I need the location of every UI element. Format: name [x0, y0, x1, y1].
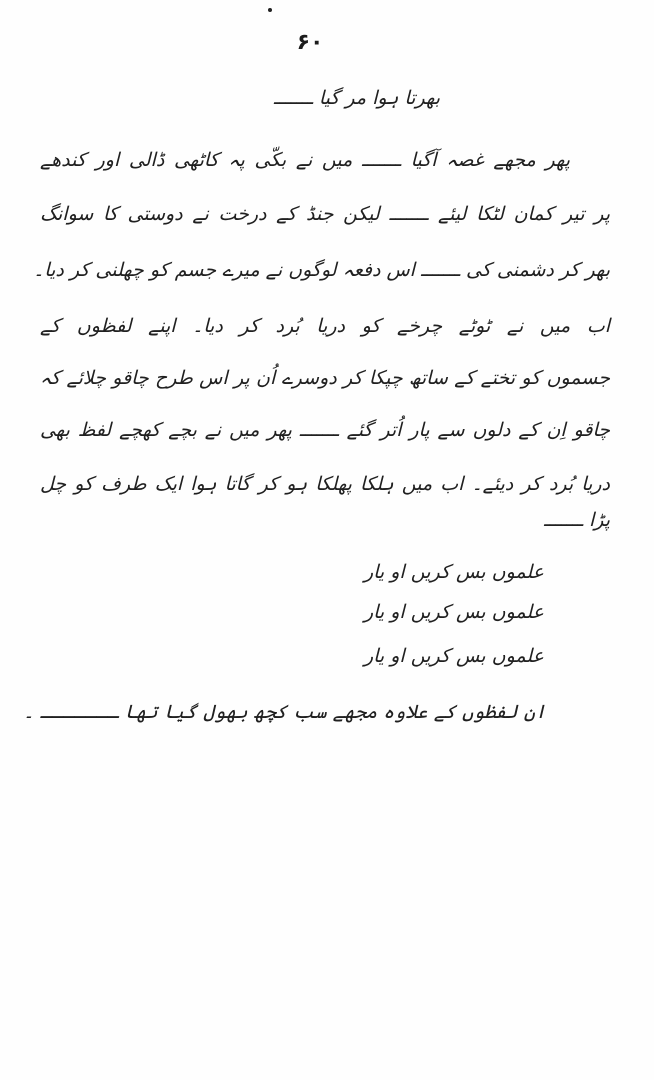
- page-number: ۶۰: [296, 30, 324, 55]
- poem-line: علموں بس کریں او یار: [363, 601, 544, 623]
- prose-line: چاقو اِن کے دلوں سے پار اُتر گئے ـــــــ پھر میں نے بچے کھچے لفظ بھی: [40, 419, 610, 441]
- poem-line: علموں بس کریں او یار: [363, 645, 544, 667]
- prose-line: اب میں نے ٹوٹے چرخے کو دریا بُرد کر دیا۔ اپنے لفظوں کے: [40, 315, 610, 337]
- poem-line: علموں بس کریں او یار: [363, 561, 544, 583]
- prose-line: پر تیر کمان لٹکا لیئے ـــــــ لیکن جنڈ کے درخت نے دوستی کا سوانگ: [40, 203, 610, 225]
- prose-line: جسموں کو تختے کے ساتھ چپکا کر دوسرے اُن پر اس طرح چاقو چلائے کہ: [40, 367, 610, 389]
- prose-line: پڑا ـــــــ: [543, 509, 610, 531]
- prose-line: دریا بُرد کر دیئے۔ اب میں ہلکا پھلکا ہو کر گاتا ہوا ایک طرف کو چل: [40, 473, 610, 495]
- prose-line: پھر مجھے غصہ آگیا ـــــــ میں نے بکّی پہ کاٹھی ڈالی اور کندھے: [40, 149, 570, 171]
- prose-paragraph: [33, 0, 610, 540]
- prose-line: بھرتا ہوا مر گیا ـــــــ: [273, 87, 440, 109]
- prose-line: بھر کر دشمنی کی ـــــــ اس دفعہ لوگوں نے میرے جسم کو چھلنی کر دیا۔: [33, 259, 610, 281]
- closing-line: ان لفظوں کے علاوہ مجھے سب کچھ بھول گیا تھا ـــــــ ۔: [23, 701, 546, 723]
